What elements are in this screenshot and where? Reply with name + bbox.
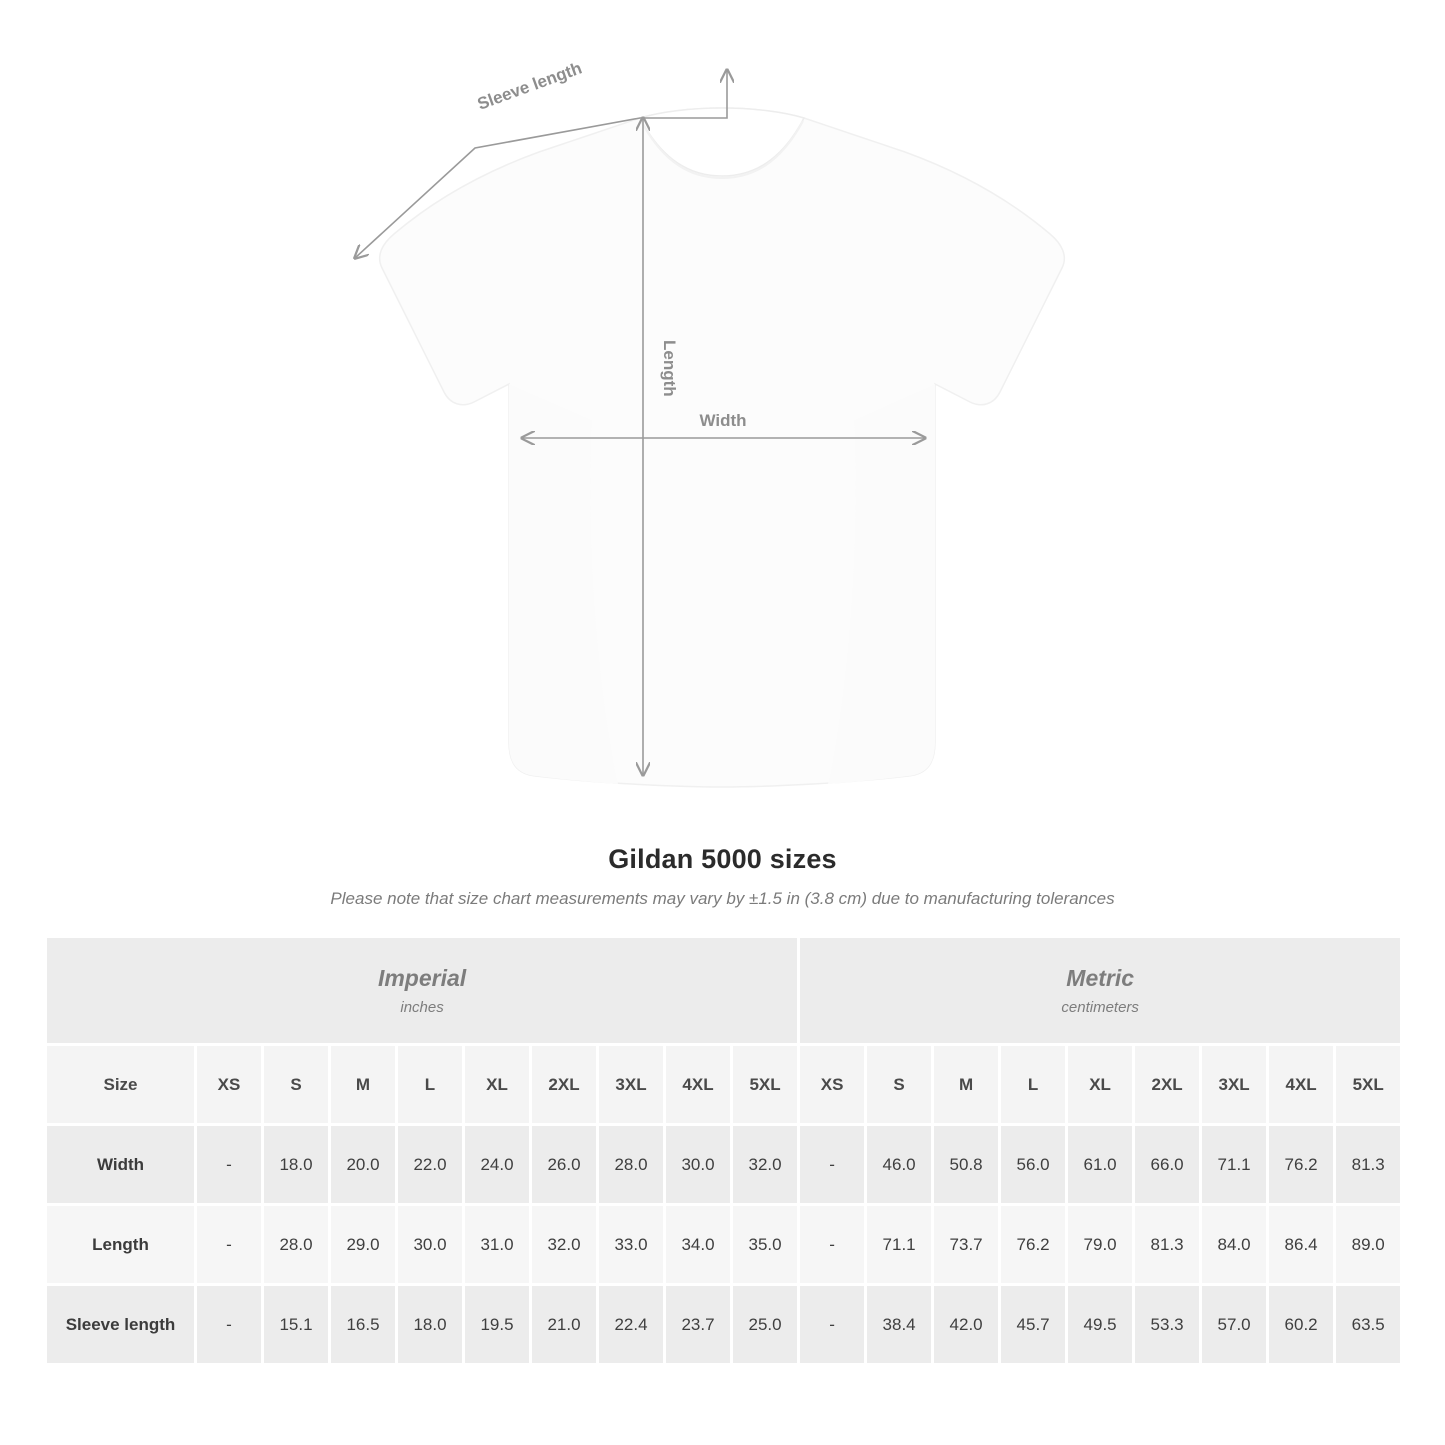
- sleeve-imperial-xs: -: [196, 1285, 263, 1365]
- sleeve-imperial-m: 16.5: [330, 1285, 397, 1365]
- size-header-imperial-4xl: 4XL: [665, 1045, 732, 1125]
- sleeve-metric-5xl: 63.5: [1335, 1285, 1402, 1365]
- sleeve-metric-m: 42.0: [933, 1285, 1000, 1365]
- sleeve-metric-l: 45.7: [1000, 1285, 1067, 1365]
- sleeve-metric-s: 38.4: [866, 1285, 933, 1365]
- size-header-metric-2xl: 2XL: [1134, 1045, 1201, 1125]
- size-header-metric-xs: XS: [799, 1045, 866, 1125]
- size-header-metric-m: M: [933, 1045, 1000, 1125]
- size-header-imperial-xs: XS: [196, 1045, 263, 1125]
- length-label: Length: [660, 340, 679, 397]
- size-header-metric-s: S: [866, 1045, 933, 1125]
- size-header-metric-4xl: 4XL: [1268, 1045, 1335, 1125]
- metric-group-header: [799, 937, 1402, 1045]
- size-table-wrap: [44, 935, 1401, 1366]
- size-header-metric-3xl: 3XL: [1201, 1045, 1268, 1125]
- tshirt-shape: [380, 108, 1065, 787]
- length-metric-l: 76.2: [1000, 1205, 1067, 1285]
- unit-header-row: [46, 937, 1402, 1045]
- table-row: [46, 1205, 1402, 1285]
- sleeve-metric-xl: 49.5: [1067, 1285, 1134, 1365]
- width-metric-l: 56.0: [1000, 1125, 1067, 1205]
- sleeve-imperial-5xl: 25.0: [732, 1285, 799, 1365]
- width-imperial-4xl: 30.0: [665, 1125, 732, 1205]
- length-imperial-s: 28.0: [263, 1205, 330, 1285]
- width-imperial-xs: -: [196, 1125, 263, 1205]
- imperial-group-header: [46, 937, 799, 1045]
- sleeve-imperial-2xl: 21.0: [531, 1285, 598, 1365]
- sleeve-imperial-s: 15.1: [263, 1285, 330, 1365]
- width-metric-5xl: 81.3: [1335, 1125, 1402, 1205]
- sleeve-metric-2xl: 53.3: [1134, 1285, 1201, 1365]
- size-header-imperial-2xl: 2XL: [531, 1045, 598, 1125]
- sleeve-imperial-3xl: 22.4: [598, 1285, 665, 1365]
- sleeve-metric-xs: -: [799, 1285, 866, 1365]
- length-metric-xl: 79.0: [1067, 1205, 1134, 1285]
- length-imperial-xs: -: [196, 1205, 263, 1285]
- imperial-title: Imperial: [377, 965, 467, 991]
- length-imperial-l: 30.0: [397, 1205, 464, 1285]
- width-imperial-2xl: 26.0: [531, 1125, 598, 1205]
- size-header-imperial-3xl: 3XL: [598, 1045, 665, 1125]
- length-metric-5xl: 89.0: [1335, 1205, 1402, 1285]
- length-imperial-2xl: 32.0: [531, 1205, 598, 1285]
- width-metric-2xl: 66.0: [1134, 1125, 1201, 1205]
- sleeve-imperial-l: 18.0: [397, 1285, 464, 1365]
- length-imperial-m: 29.0: [330, 1205, 397, 1285]
- page-title: Gildan 5000 sizes: [608, 844, 837, 874]
- width-imperial-3xl: 28.0: [598, 1125, 665, 1205]
- length-metric-m: 73.7: [933, 1205, 1000, 1285]
- width-metric-xl: 61.0: [1067, 1125, 1134, 1205]
- length-imperial-3xl: 33.0: [598, 1205, 665, 1285]
- width-label: Width: [699, 411, 747, 430]
- size-header-imperial-s: S: [263, 1045, 330, 1125]
- sleeve-metric-4xl: 60.2: [1268, 1285, 1335, 1365]
- metric-unit: centimeters: [1061, 999, 1139, 1016]
- length-metric-3xl: 84.0: [1201, 1205, 1268, 1285]
- size-header-imperial-5xl: 5XL: [732, 1045, 799, 1125]
- length-imperial-xl: 31.0: [464, 1205, 531, 1285]
- row-label-length: Length: [46, 1205, 196, 1285]
- sleeve-imperial-4xl: 23.7: [665, 1285, 732, 1365]
- width-imperial-m: 20.0: [330, 1125, 397, 1205]
- length-metric-4xl: 86.4: [1268, 1205, 1335, 1285]
- width-metric-xs: -: [799, 1125, 866, 1205]
- width-imperial-l: 22.0: [397, 1125, 464, 1205]
- size-header-metric-xl: XL: [1067, 1045, 1134, 1125]
- row-label-width: Width: [46, 1125, 196, 1205]
- sleeve-imperial-xl: 19.5: [464, 1285, 531, 1365]
- size-table: [44, 935, 1403, 1366]
- width-imperial-5xl: 32.0: [732, 1125, 799, 1205]
- sleeve-length-label: Sleeve length: [474, 58, 585, 114]
- length-imperial-5xl: 35.0: [732, 1205, 799, 1285]
- width-metric-s: 46.0: [866, 1125, 933, 1205]
- metric-title: Metric: [1066, 965, 1135, 991]
- length-metric-s: 71.1: [866, 1205, 933, 1285]
- width-imperial-s: 18.0: [263, 1125, 330, 1205]
- size-header-imperial-l: L: [397, 1045, 464, 1125]
- size-header-imperial-m: M: [330, 1045, 397, 1125]
- width-metric-4xl: 76.2: [1268, 1125, 1335, 1205]
- width-imperial-xl: 24.0: [464, 1125, 531, 1205]
- size-header-label: Size: [46, 1045, 196, 1125]
- size-header-metric-l: L: [1000, 1045, 1067, 1125]
- tolerance-note: Please note that size chart measurements may vary by ±1.5 in (3.8 cm) due to manufacturing tolerances: [330, 889, 1115, 908]
- table-row: [46, 1125, 1402, 1205]
- imperial-unit: inches: [400, 999, 444, 1016]
- length-metric-2xl: 81.3: [1134, 1205, 1201, 1285]
- length-imperial-4xl: 34.0: [665, 1205, 732, 1285]
- width-metric-m: 50.8: [933, 1125, 1000, 1205]
- sleeve-metric-3xl: 57.0: [1201, 1285, 1268, 1365]
- table-row: [46, 1285, 1402, 1365]
- row-label-sleeve-length: Sleeve length: [46, 1285, 196, 1365]
- chart-heading: [0, 844, 1445, 909]
- width-metric-3xl: 71.1: [1201, 1125, 1268, 1205]
- length-metric-xs: -: [799, 1205, 866, 1285]
- size-header-metric-5xl: 5XL: [1335, 1045, 1402, 1125]
- size-header-imperial-xl: XL: [464, 1045, 531, 1125]
- size-header-row: [46, 1045, 1402, 1125]
